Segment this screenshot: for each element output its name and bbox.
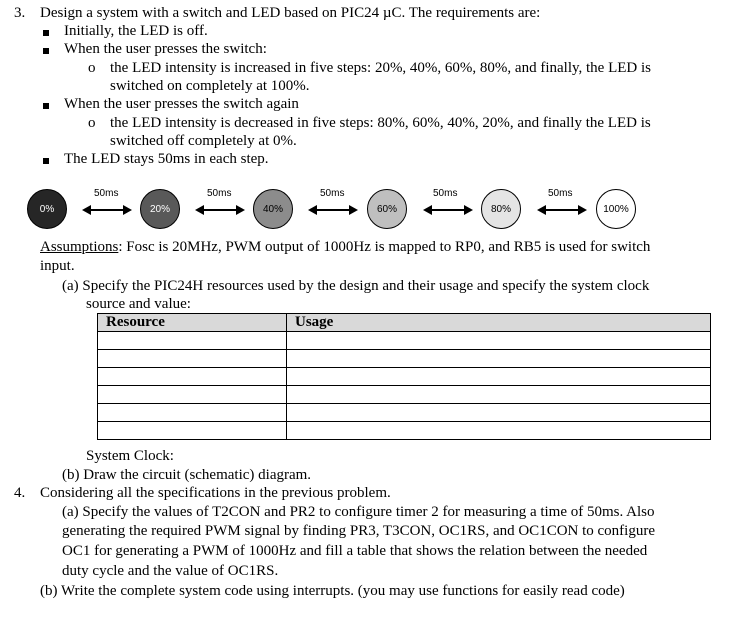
table-cell[interactable] (287, 386, 711, 404)
table-cell[interactable] (287, 332, 711, 350)
q4-number: 4. (14, 485, 26, 501)
sub-bullet-icon: o (88, 60, 96, 76)
q3-bullet-4: The LED stays 50ms in each step. (64, 151, 269, 167)
bullet-icon (43, 103, 49, 109)
q4-part-b: (b) Write the complete system code using interrupts. (you may use functions for easily read code) (40, 583, 625, 599)
q4-intro: Considering all the specifications in the previous problem. (40, 485, 391, 501)
assumptions-label: Assumptions (40, 239, 119, 255)
table-cell[interactable] (98, 350, 287, 368)
table-cell[interactable] (98, 386, 287, 404)
q3-number: 3. (14, 5, 26, 21)
q4-part-a-line-3: OC1 for generating a PWM of 1000Hz and fill a table that shows the relation between the needed (62, 543, 648, 559)
led-node-label: 100% (603, 203, 629, 215)
table-cell[interactable] (98, 332, 287, 350)
double-arrow-icon (195, 204, 245, 216)
step-time-label: 50ms (433, 188, 458, 199)
led-node-label: 60% (376, 203, 397, 215)
bullet-icon (43, 158, 49, 164)
table-row (98, 368, 711, 386)
table-cell[interactable] (98, 422, 287, 440)
double-arrow-icon (82, 204, 132, 216)
table-cell[interactable] (98, 368, 287, 386)
q3-bullet-3-sub-line-1: the LED intensity is decreased in five steps: 80%, 60%, 40%, 20%, and finally the LED is (110, 115, 651, 131)
table-row (98, 332, 711, 350)
led-node-20 (140, 189, 180, 229)
table-cell[interactable] (287, 350, 711, 368)
q3-bullet-2-sub-line-2: switched on completely at 100%. (110, 78, 310, 94)
table-cell[interactable] (287, 404, 711, 422)
led-node-80 (481, 189, 521, 229)
q4-part-a-line-4: duty cycle and the value of OC1RS. (62, 563, 279, 579)
part-b: (b) Draw the circuit (schematic) diagram. (62, 467, 312, 483)
q4-part-a-line-1: (a) Specify the values of T2CON and PR2 to configure timer 2 for measuring a time of 50ms. Also (62, 504, 655, 520)
step-time-label: 50ms (207, 188, 232, 199)
part-a-line-1: (a) Specify the PIC24H resources used by the design and their usage and specify the system clock (62, 278, 650, 294)
q3-bullet-3-sub-line-2: switched off completely at 0%. (110, 133, 297, 149)
bullet-icon (43, 30, 49, 36)
table-header-usage: Usage (287, 314, 711, 332)
table-cell[interactable] (98, 404, 287, 422)
table-header-row (98, 314, 711, 332)
step-time-label: 50ms (94, 188, 119, 199)
led-node-label: 0% (39, 203, 55, 215)
bullet-icon (43, 48, 49, 54)
step-time-label: 50ms (320, 188, 345, 199)
led-node-40 (253, 189, 293, 229)
double-arrow-icon (537, 204, 587, 216)
q3-bullet-2: When the user presses the switch: (64, 41, 267, 57)
led-node-0 (27, 189, 67, 229)
table-header-resource: Resource (98, 314, 287, 332)
double-arrow-icon (423, 204, 473, 216)
table-row (98, 350, 711, 368)
q3-bullet-3: When the user presses the switch again (64, 96, 299, 112)
led-node-label: 40% (262, 203, 283, 215)
led-node-60 (367, 189, 407, 229)
sub-bullet-icon: o (88, 115, 96, 131)
table-cell[interactable] (287, 368, 711, 386)
resource-usage-table (97, 313, 711, 440)
table-row (98, 404, 711, 422)
table-row (98, 422, 711, 440)
table-cell[interactable] (287, 422, 711, 440)
system-clock-label: System Clock: (86, 448, 174, 464)
led-node-100 (596, 189, 636, 229)
q3-intro: Design a system with a switch and LED based on PIC24 µC. The requirements are: (40, 5, 541, 21)
table-row (98, 386, 711, 404)
assumptions-line-2: input. (40, 258, 75, 274)
double-arrow-icon (308, 204, 358, 216)
part-a-line-2: source and value: (86, 296, 191, 312)
q3-bullet-1: Initially, the LED is off. (64, 23, 208, 39)
assumptions-line-1 (40, 238, 650, 256)
q4-part-a-line-2: generating the required PWM signal by finding PR3, T3CON, OC1RS, and OC1CON to configure (62, 523, 655, 539)
q3-bullet-2-sub-line-1: the LED intensity is increased in five steps: 20%, 40%, 60%, 80%, and finally, the LED is (110, 60, 651, 76)
step-time-label: 50ms (548, 188, 573, 199)
assumptions-text: : Fosc is 20MHz, PWM output of 1000Hz is mapped to RP0, and RB5 is used for switch (118, 239, 651, 255)
led-node-label: 80% (490, 203, 511, 215)
led-node-label: 20% (149, 203, 170, 215)
